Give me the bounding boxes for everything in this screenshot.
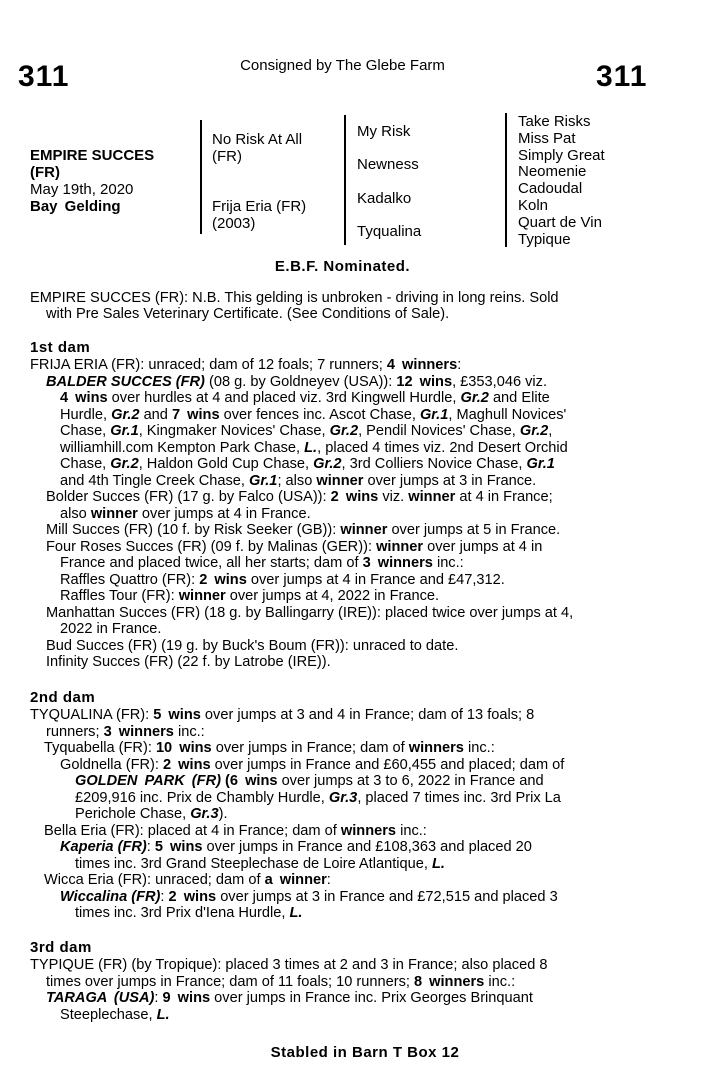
great-grandparent: Miss Pat <box>518 129 576 147</box>
grandparent: Kadalko <box>357 190 412 207</box>
text-line: Bolder Succes (FR) (17 g. by Falco (USA)): 2 wins viz. winner at 4 in France; <box>46 489 553 505</box>
text-line: TARAGA (USA): 9 wins over jumps in France inc. Prix Georges Brinquant <box>46 990 533 1006</box>
great-grandparent: Quart de Vin <box>518 213 602 231</box>
text-line: also winner over jumps at 4 in France. <box>60 505 311 522</box>
text-line: Goldnella (FR): 2 wins over jumps in France and £60,455 and placed; dam of <box>60 756 565 773</box>
pedigree-divider-3 <box>505 113 507 247</box>
text-line: £209,916 inc. Prix de Chambly Hurdle, Gr.3, placed 7 times inc. 3rd Prix La <box>75 789 561 806</box>
grandparent: My Risk <box>357 123 411 140</box>
great-grandparent: Typique <box>518 230 571 248</box>
text-line: Tyquabella (FR): 10 wins over jumps in France; dam of winners inc.: <box>44 740 495 756</box>
text-line: TYQUALINA (FR): 5 wins over jumps at 3 and 4 in France; dam of 13 foals; 8 <box>30 707 535 723</box>
consignor: Consigned by The Glebe Farm <box>240 57 445 74</box>
section-heading: 2nd dam <box>30 689 96 706</box>
horse-description: Bay Gelding <box>30 198 121 215</box>
sire <box>212 131 302 165</box>
pedigree-divider-2 <box>344 115 346 245</box>
text-line: Kaperia (FR): 5 wins over jumps in France and £108,363 and placed 20 <box>60 839 532 855</box>
text-line: 4 wins over hurdles at 4 and placed viz. 3rd Kingwell Hurdle, Gr.2 and Elite <box>60 390 550 406</box>
great-grandparents <box>518 114 605 248</box>
text-line: times over jumps in France; dam of 11 foals; 10 runners; 8 winners inc.: <box>46 973 516 990</box>
dam <box>212 198 306 232</box>
lot-number-left: 311 <box>18 60 70 93</box>
sire-name: No Risk At All <box>212 131 303 148</box>
text-line: Mill Succes (FR) (10 f. by Risk Seeker (GB)): winner over jumps at 5 in France. <box>46 522 561 538</box>
text-line: Four Roses Succes (FR) (09 f. by Malinas (GER)): winner over jumps at 4 in <box>46 538 543 555</box>
horse-suffix: (FR) <box>30 164 60 181</box>
text-line: Wicca Eria (FR): unraced; dam of a winner: <box>44 872 331 888</box>
section-heading: 3rd dam <box>30 939 92 956</box>
text-line: Wiccalina (FR): 2 wins over jumps at 3 in France and £72,515 and placed 3 <box>60 888 558 905</box>
lot-number-right: 311 <box>596 60 648 93</box>
text-line: williamhill.com Kempton Park Chase, L., placed 4 times viz. 2nd Desert Orchid <box>60 439 568 456</box>
horse-dob: May 19th, 2020 <box>30 181 134 198</box>
stabled-location: Stabled in Barn T Box 12 <box>270 1044 460 1061</box>
text-line: 2022 in France. <box>60 621 162 637</box>
text-line: times inc. 3rd Prix d'Iena Hurdle, L. <box>75 905 303 921</box>
text-line: FRIJA ERIA (FR): unraced; dam of 12 foals; 7 runners; 4 winners: <box>30 357 462 373</box>
great-grandparent: Cadoudal <box>518 180 583 198</box>
text-line: BALDER SUCCES (FR) (08 g. by Goldneyev (USA)): 12 wins, £353,046 viz. <box>46 373 548 390</box>
dam-year: (2003) <box>212 215 256 232</box>
dam-name: Frija Eria (FR) <box>212 198 307 215</box>
great-grandparent: Koln <box>518 196 549 214</box>
text-line: Bud Succes (FR) (19 g. by Buck's Boum (FR)): unraced to date. <box>46 637 459 654</box>
text-line: Bella Eria (FR): placed at 4 in France; dam of winners inc.: <box>44 822 427 839</box>
section-heading: 1st dam <box>30 339 91 356</box>
ebf-nominated: E.B.F. Nominated. <box>274 258 411 275</box>
text-line: Perichole Chase, Gr.3). <box>75 806 228 822</box>
text-line: and 4th Tingle Creek Chase, Gr.1; also winner over jumps at 3 in France. <box>60 472 537 489</box>
text-line: Manhattan Succes (FR) (18 g. by Ballingarry (IRE)): placed twice over jumps at 4, <box>46 604 574 621</box>
text-line: TYPIQUE (FR) (by Tropique): placed 3 times at 2 and 3 in France; also placed 8 <box>30 957 548 973</box>
sire-country: (FR) <box>212 148 242 165</box>
text-line: Hurdle, Gr.2 and 7 wins over fences inc. Ascot Chase, Gr.1, Maghull Novices' <box>60 406 567 423</box>
text-line: France and placed twice, all her starts; dam of 3 winners inc.: <box>60 555 464 571</box>
great-grandparent: Neomenie <box>518 163 587 181</box>
note-line: with Pre Sales Veterinary Certificate. (See Conditions of Sale). <box>46 306 450 322</box>
text-line: Chase, Gr.2, Haldon Gold Cup Chase, Gr.2, 3rd Colliers Novice Chase, Gr.1 <box>60 456 555 472</box>
text-line: Infinity Succes (FR) (22 f. by Latrobe (IRE)). <box>46 654 331 670</box>
pedigree-divider-1 <box>200 120 202 234</box>
text-line: Raffles Tour (FR): winner over jumps at 4, 2022 in France. <box>60 588 440 604</box>
great-grandparent: Take Risks <box>518 113 591 130</box>
grandparent: Newness <box>357 156 419 173</box>
text-line: times inc. 3rd Grand Steeplechase de Loire Atlantique, L. <box>75 855 445 872</box>
horse-name: EMPIRE SUCCES <box>30 147 155 164</box>
text-line: Raffles Quattro (FR): 2 wins over jumps at 4 in France and £47,312. <box>60 571 505 588</box>
text-line: Chase, Gr.1, Kingmaker Novices' Chase, Gr.2, Pendil Novices' Chase, Gr.2, <box>60 423 553 439</box>
text-line: GOLDEN PARK (FR) (6 wins over jumps at 3 to 6, 2022 in France and <box>75 773 544 789</box>
note-line: EMPIRE SUCCES (FR): N.B. This gelding is unbroken - driving in long reins. Sold <box>30 290 559 306</box>
text-line: Steeplechase, L. <box>60 1006 170 1023</box>
grandparent: Tyqualina <box>357 223 422 240</box>
great-grandparent: Simply Great <box>518 146 605 164</box>
text-line: runners; 3 winners inc.: <box>46 723 205 740</box>
horse-info <box>30 147 154 215</box>
